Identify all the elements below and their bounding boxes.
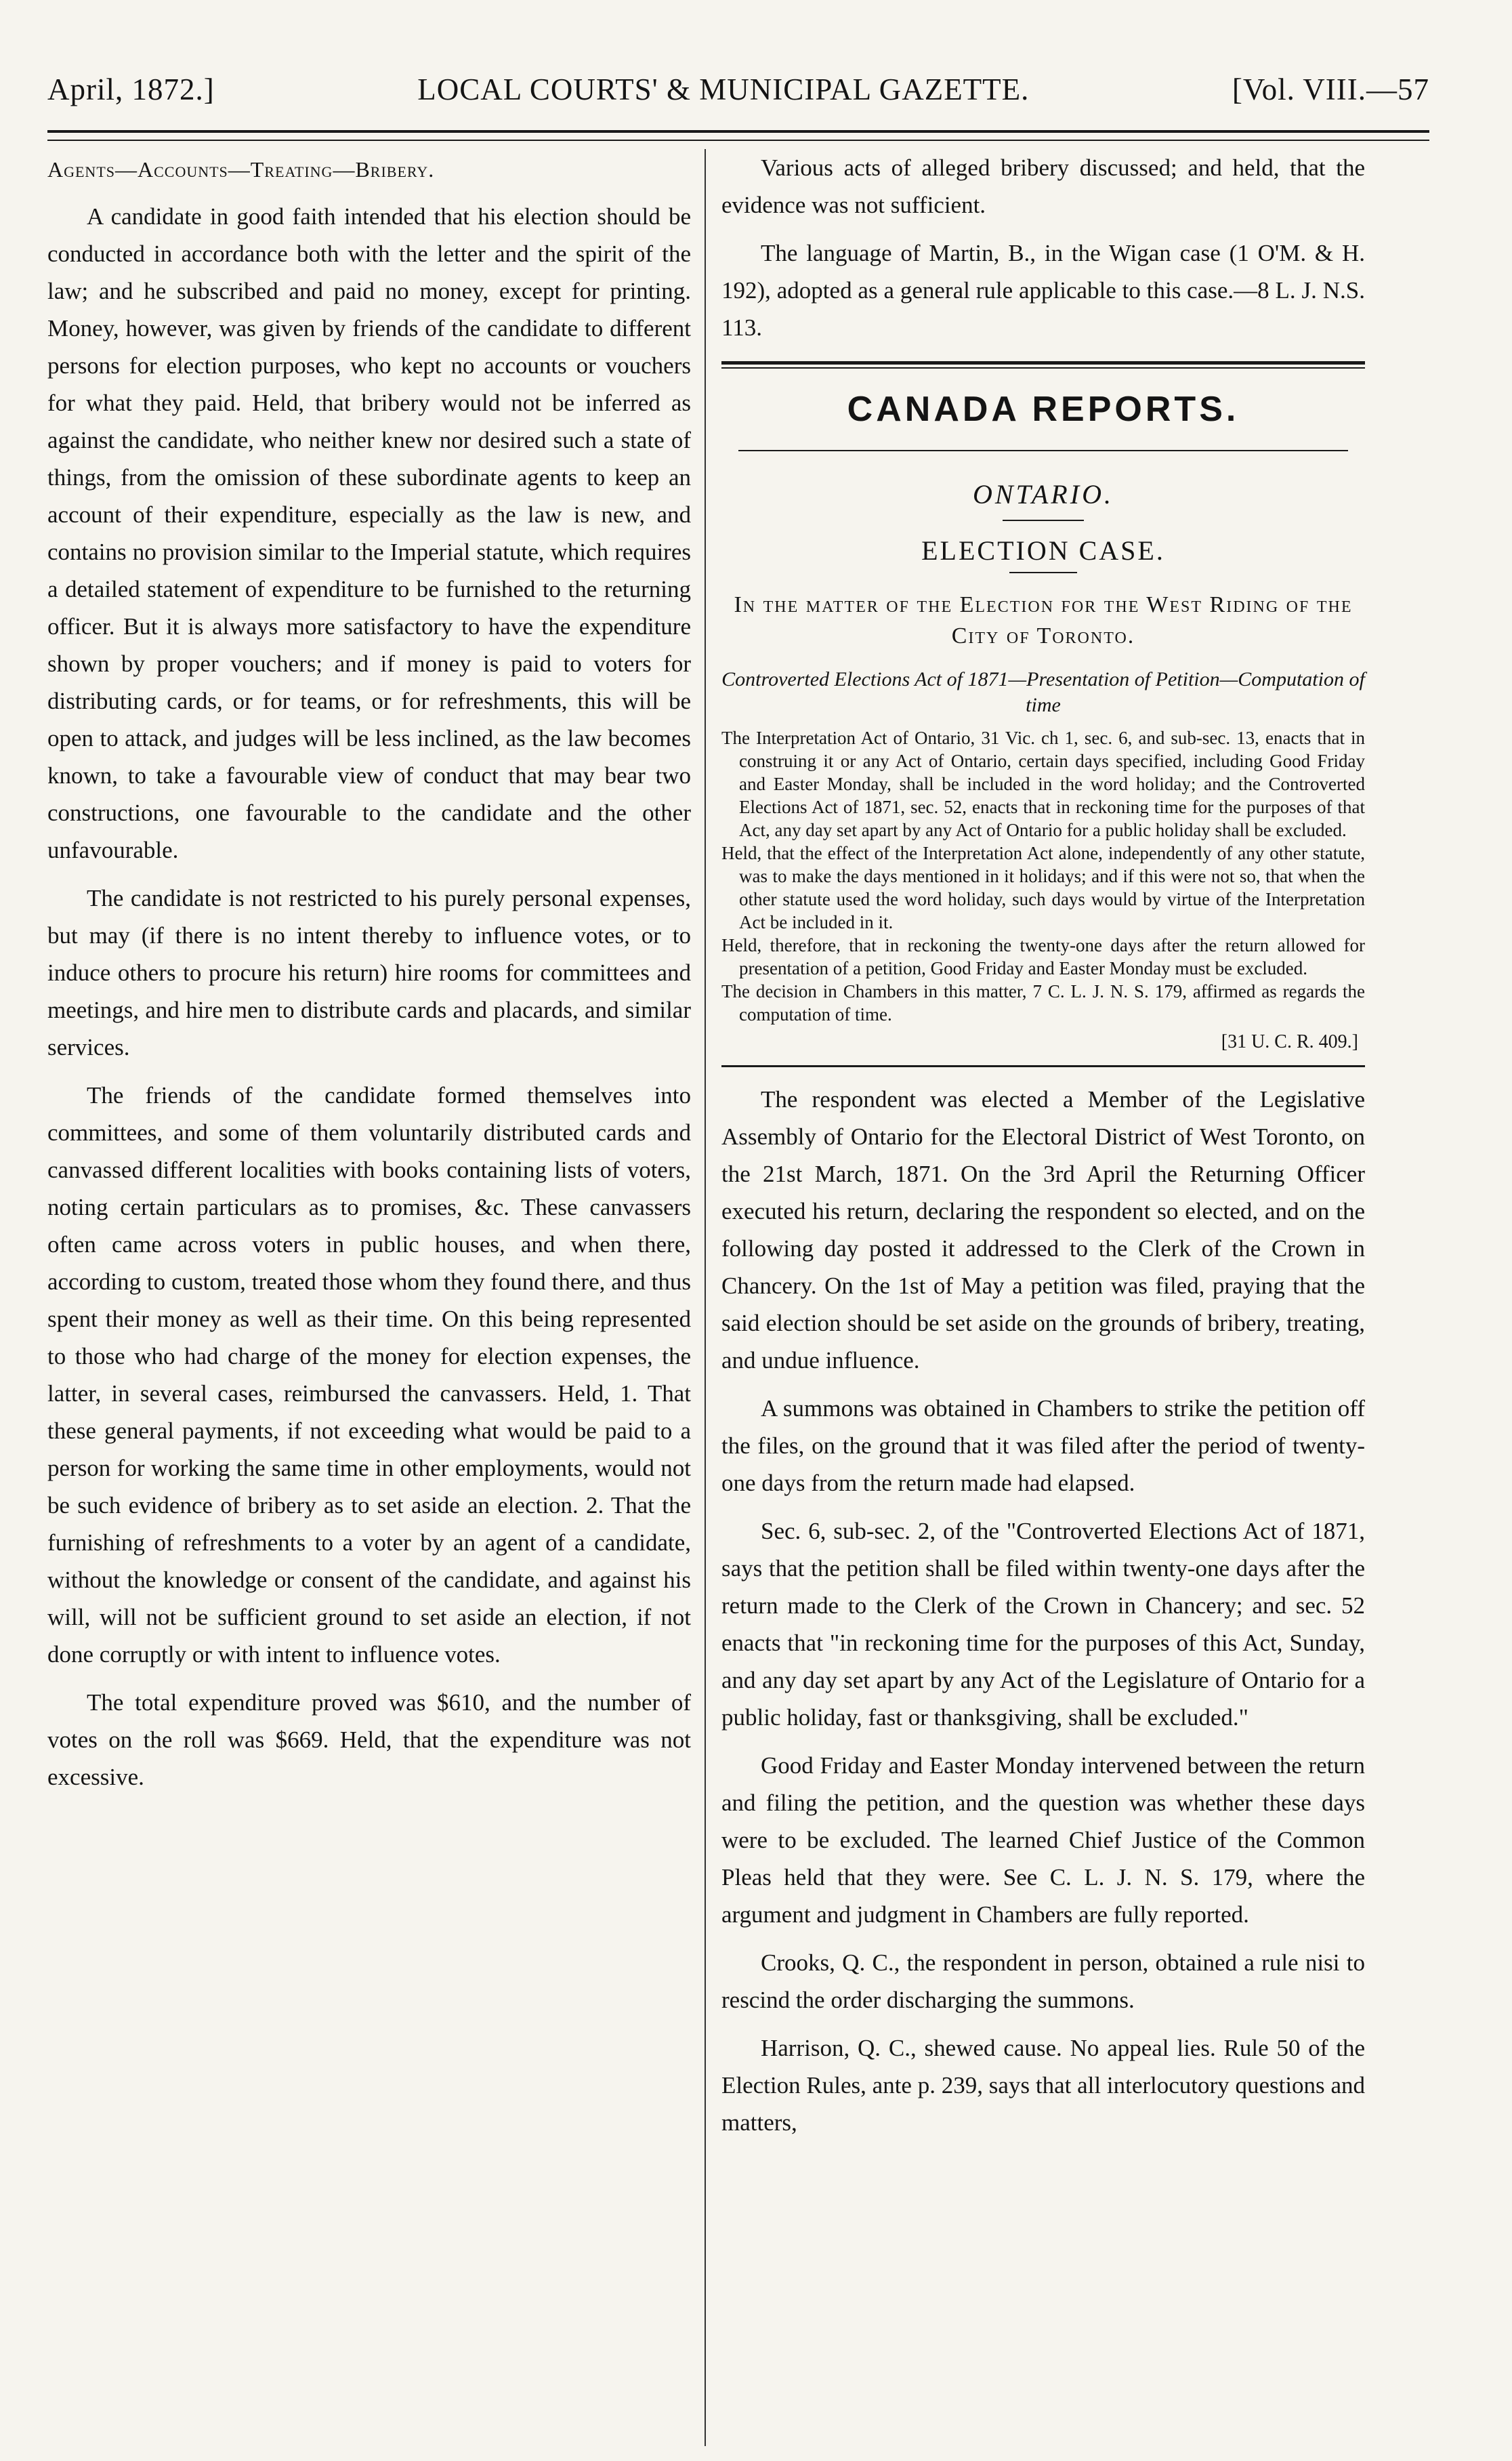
body-paragraph: A candidate in good faith intended that his election should be conducted in accordance both with the letter and the spirit of the law; and he subscribed and paid no money, except for printing. Money, however, was given by friends of the candidate to different persons for election purposes, who kept no accounts or vouchers for what they paid. Held, that bribery would not be inferred as against the candidate, who neither knew nor desired such a state of things, from the omission of these subordinate agents to keep an account of their expenditure, especially as the law is new, and contains no provision similar to the Imperial statute, which requires a detailed statement of expenditure to be furnished to the returning officer. But it is always more satisfactory to have the expenditure shown by proper vouchers; and if money is paid to voters for distributing cards, or for teams, or for refreshments, this will be open to attack, and judges will be less inclined, as the law becomes known, to take a favourable view of conduct that may bear two constructions, one favourable to the candidate and the other unfavourable. (47, 203, 691, 863)
body-paragraph: Sec. 6, sub-sec. 2, of the "Controverted Elections Act of 1871, says that the petition shall be filed within twenty-one days after the return made to the Clerk of the Crown in Chancery; and sec. 52 enacts that "in reckoning time for the purposes of this Act, Sunday, and any day set apart by any Act of the Legislature of Ontario for a public holiday, fast or thanksgiving, shall be excluded." (721, 1518, 1365, 1731)
section-heading: Agents—Accounts—Treating—Bribery. (47, 157, 435, 182)
body-paragraph: The candidate is not restricted to his purely personal expenses, but may (if there is no intent thereby to influence votes, or to induce others to procure his return) hire rooms for committees and meetings, and hire men to distribute cards and placards, and similar services. (47, 885, 691, 1060)
section-rule-thick (721, 361, 1365, 365)
body-paragraph: Harrison, Q. C., shewed cause. No appeal lies. Rule 50 of the Election Rules, ante p. 239, says that all interlocutory questions and matters, (721, 2035, 1365, 2136)
case-type-heading: ELECTION CASE. (921, 535, 1165, 566)
right-column (721, 149, 1365, 2141)
report-citation: [31 U. C. R. 409.] (1221, 1031, 1358, 1052)
reports-rule (738, 450, 1348, 451)
volume-page: [Vol. VIII.—57 (1232, 73, 1429, 106)
intro-paragraph: The language of Martin, B., in the Wigan case (1 O'M. & H. 192), adopted as a general rule applicable to this case.—8 L. J. N.S. 113. (721, 240, 1365, 341)
section-rule-thin (721, 367, 1365, 369)
body-paragraph: The total expenditure proved was $610, and the number of votes on the roll was $669. Held, that the expenditure was not excessive. (47, 1689, 691, 1790)
body-paragraph: Good Friday and Easter Monday intervened between the return and filing the petition, and the question was whether these days were to be excluded. The learned Chief Justice of the Common Pleas held that they were. See C. L. J. N. S. 179, where the argument and judgment in Chambers are fully reported. (721, 1752, 1365, 1928)
running-head (47, 62, 1429, 117)
column-divider (705, 149, 706, 2446)
left-column (47, 149, 691, 1796)
headnote: Held, that the effect of the Interpretation Act alone, independently of any other statute, was to make the days mentioned in it holidays; and if this were not so, that when the other statute used the word holiday, such days would by virtue of the Interpretation Act be included in it. (721, 843, 1365, 932)
case-title: In the matter of the Election for the West Riding of the City of Toronto. (734, 592, 1353, 648)
header-rule-thick (47, 130, 1429, 133)
body-paragraph: The respondent was elected a Member of the Legislative Assembly of Ontario for the Electoral District of West Toronto, on the 21st March, 1871. On the 3rd April the Returning Officer executed his return, declaring the respondent so elected, and on the following day posted it addressed to the Clerk of the Crown in Chancery. On the 1st of May a petition was filed, praying that the said election should be set aside on the grounds of bribery, treating, and undue influence. (721, 1086, 1365, 1373)
body-paragraph: The friends of the candidate formed themselves into committees, and some of them voluntarily distributed cards and canvassed different localities with books containing lists of voters, noting certain particulars as to promises, &c. These canvassers often came across voters in public houses, and when there, according to custom, treated those whom they found there, and thus spent their money as well as their time. On this being represented to those who had charge of the money for election expenses, the latter, in several cases, reimbursed the canvassers. Held, 1. That these general payments, if not exceeding what would be paid to a person for working the same time in other employments, would not be such evidence of bribery as to set aside an election. 2. That the furnishing of refreshments to a voter by an agent of a candidate, without the knowledge or consent of the candidate, and against his will, will not be sufficient ground to set aside an election, if not done corruptly or with intent to influence votes. (47, 1082, 691, 1668)
body-paragraph: Crooks, Q. C., the respondent in person, obtained a rule nisi to rescind the order discharging the summons. (721, 1949, 1365, 2013)
header-rule-thin (47, 140, 1429, 141)
issue-date: April, 1872.] (47, 73, 215, 106)
reports-title: CANADA REPORTS. (847, 390, 1240, 429)
headnote: The Interpretation Act of Ontario, 31 Vic. ch 1, sec. 6, and sub-sec. 13, enacts that in construing it or any Act of Ontario, certain days specified, including Good Friday and Easter Monday, shall be included in the word holiday; and the Controverted Elections Act of 1871, sec. 52, enacts that in reckoning time for the purposes of that Act, any day set apart by any Act of Ontario for a public holiday shall be excluded. (721, 728, 1365, 840)
case-type-rule (1009, 572, 1077, 573)
body-paragraph: A summons was obtained in Chambers to strike the petition off the files, on the ground that it was filed after the period of twenty-one days from the return made had elapsed. (721, 1395, 1365, 1496)
publication-title: LOCAL COURTS' & MUNICIPAL GAZETTE. (417, 73, 1030, 106)
intro-paragraph: Various acts of alleged bribery discussed; and held, that the evidence was not sufficient. (721, 154, 1365, 218)
headnote: The decision in Chambers in this matter, 7 C. L. J. N. S. 179, affirmed as regards the computation of time. (721, 981, 1365, 1025)
province-rule (1003, 520, 1084, 521)
body-rule (721, 1065, 1365, 1067)
headnote: Held, therefore, that in reckoning the twenty-one days after the return allowed for presentation of a petition, Good Friday and Easter Monday must be excluded. (721, 935, 1365, 978)
province-heading: ONTARIO. (973, 479, 1114, 510)
headnote-title: Controverted Elections Act of 1871—Presentation of Petition—Computation of time (721, 668, 1365, 716)
